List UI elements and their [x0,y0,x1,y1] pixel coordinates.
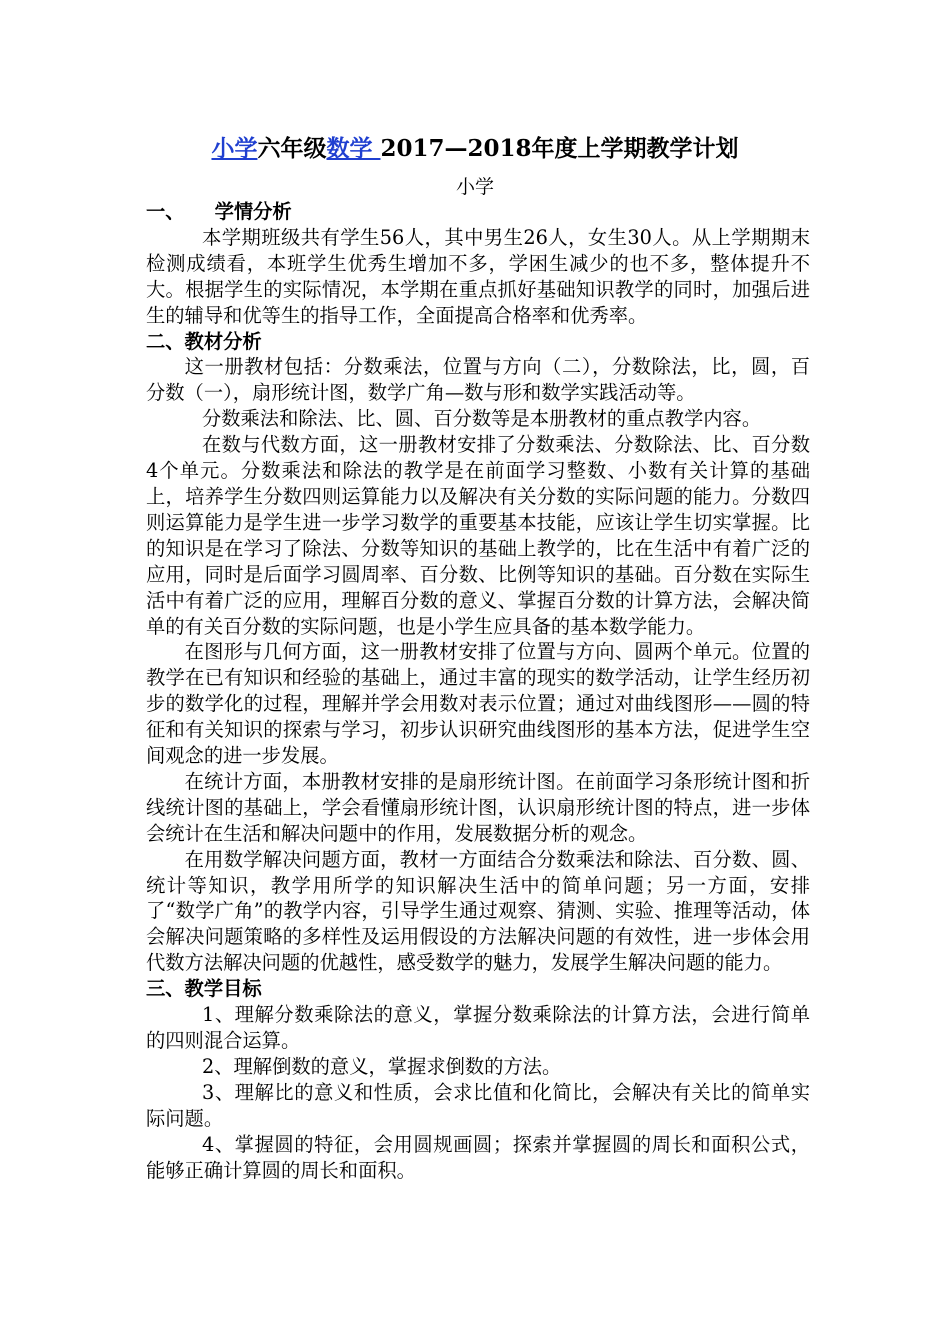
paragraph: 在数与代数方面，这一册教材安排了分数乘法、分数除法、比、百分数4个单元。分数乘法和除法的教学是在前面学习整数、小数有关计算的基础上，培养学生分数四则运算能力以及解决有关分数的实际问题的能力。分数四则运算能力是学生进一步学习数学的重要基本技能，应该让学生切实掌握。比的知识是在学习了除法、分数等知识的基础上教学的，比在生活中有着广泛的应用，同时是后面学习圆周率、百分数、比例等知识的基础。百分数在实际生活中有着广泛的应用，理解百分数的意义、掌握百分数的计算方法，会解决简单的有关百分数的实际问题，也是小学生应具备的基本数学能力。 [146,433,810,638]
list-item: 3、理解比的意义和性质，会求比值和化简比，会解决有关比的简单实际问题。 [146,1080,810,1130]
title-link-primary-school[interactable]: 小学 [211,135,258,162]
paragraph: 本学期班级共有学生56人，其中男生26人，女生30人。从上学期期末检测成绩看，本班学生优秀生增加不多，学困生减少的也不多，整体提升不大。根据学生的实际情况，本学期在重点抓好基础知识教学的同时，加强后进生的辅导和优等生的指导工作，全面提高合格率和优秀率。 [146,225,810,327]
list-item: 1、理解分数乘除法的意义，掌握分数乘除法的计算方法，会进行简单的四则混合运算。 [146,1003,810,1052]
paragraph: 在统计方面，本册教材安排的是扇形统计图。在前面学习条形统计图和折线统计图的基础上，学会看懂扇形统计图，认识扇形统计图的特点，进一步体会统计在生活和解决问题中的作用，发展数据分析的观念。 [146,769,810,845]
title-grade-text: 六年级 [257,135,327,162]
list-item: 4、掌握圆的特征，会用圆规画圆；探索并掌握圆的周长和面积公式，能够正确计算圆的周长和面积。 [146,1132,810,1182]
section-heading-learning-analysis [146,199,810,225]
document-subtitle: 小学 [455,176,494,198]
title-link-math[interactable]: 数学 [326,135,381,162]
section-heading-number: 一、 [146,200,185,223]
paragraph: 分数乘法和除法、比、圆、百分数等是本册教材的重点教学内容。 [201,407,762,431]
section-heading-textbook-analysis: 二、教材分析 [146,329,262,353]
title-year-text: 2017—2018年度上学期教学计划 [380,135,739,162]
list-item: 2、理解倒数的意义，掌握求倒数的方法。 [201,1054,562,1078]
document-title [0,133,950,165]
paragraph: 在图形与几何方面，这一册教材安排了位置与方向、圆两个单元。位置的教学在已有知识和经验的基础上，通过丰富的现实的数学活动，让学生经历初步的数学化的过程，理解并学会用数对表示位置；通过对曲线图形——圆的特征和有关知识的探索与学习，初步认识研究曲线图形的基本方法，促进学生空间观念的进一步发展。 [146,640,810,768]
paragraph: 在用数学解决问题方面，教材一方面结合分数乘法和除法、百分数、圆、统计等知识，教学用所学的知识解决生活中的简单问题；另一方面，安排了“数学广角”的教学内容，引导学生通过观察、猜测、实验、推理等活动，体会解决问题策略的多样性及运用假设的方法解决问题的有效性，进一步体会用代数方法解决问题的优越性，感受数学的魅力，发展学生解决问题的能力。 [146,847,810,975]
section-heading-label: 学情分析 [214,200,292,223]
document-body [146,199,810,1183]
paragraph: 这一册教材包括：分数乘法，位置与方向（二），分数除法，比，圆，百分数（一），扇形统计图，数学广角—数与形和数学实践活动等。 [146,355,810,405]
section-heading-teaching-goals: 三、教学目标 [146,977,262,1001]
